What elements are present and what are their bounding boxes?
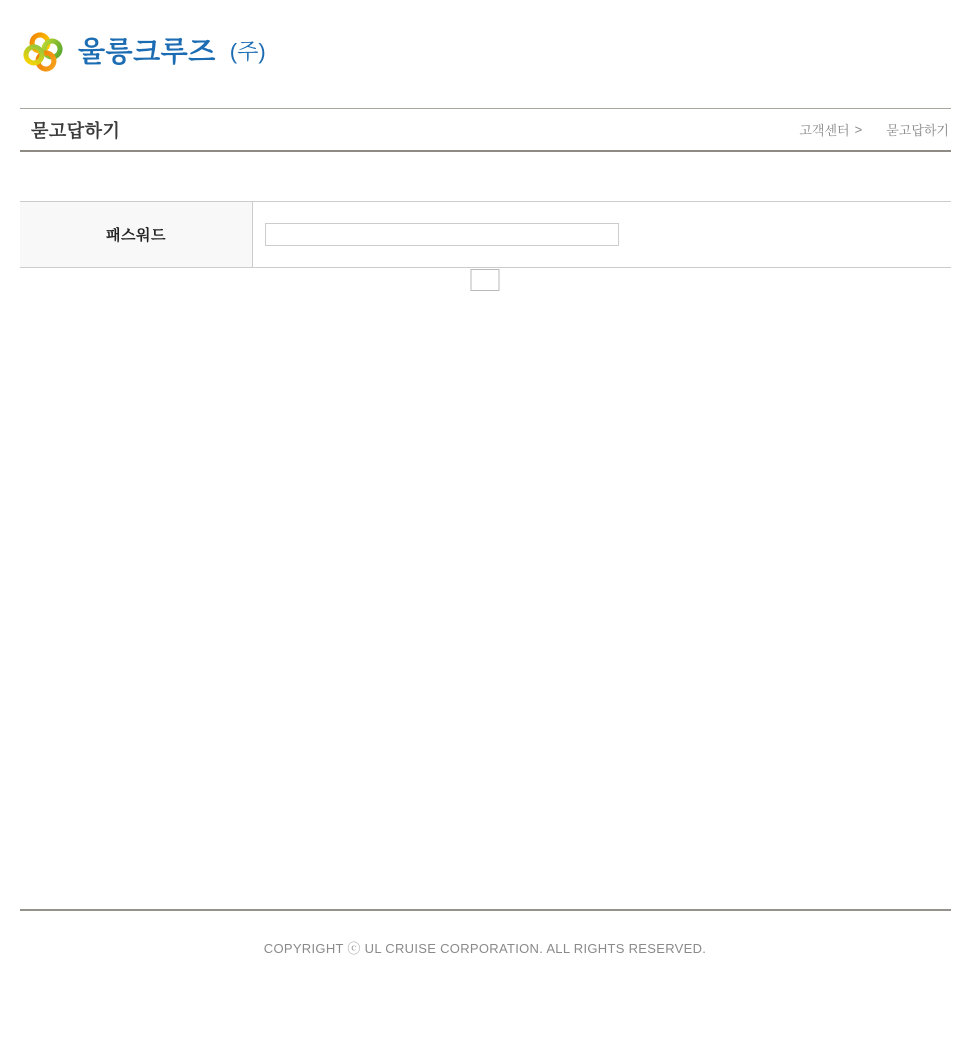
site-logo[interactable] [20, 28, 266, 76]
breadcrumb-current[interactable]: 묻고답하기 [886, 123, 949, 138]
footer-divider [20, 909, 951, 911]
password-cell [253, 202, 951, 267]
breadcrumb [799, 120, 951, 139]
password-form-table [20, 201, 951, 268]
page-title: 묻고답하기 [31, 120, 121, 141]
logo-suffix: (주) [229, 39, 266, 64]
logo-text: 울릉크루즈 [78, 36, 216, 67]
breadcrumb-separator: > [854, 122, 863, 137]
breadcrumb-parent[interactable]: 고객센터 [799, 123, 850, 138]
footer-copyright: COPYRIGHT ⓒ UL CRUISE CORPORATION. ALL RIGHTS RESERVED. [263, 941, 707, 956]
password-input[interactable] [265, 223, 619, 246]
title-bar [20, 108, 951, 152]
password-label: 패스워드 [20, 202, 253, 267]
submit-button[interactable] [471, 269, 500, 291]
logo-flower-icon [20, 28, 66, 76]
